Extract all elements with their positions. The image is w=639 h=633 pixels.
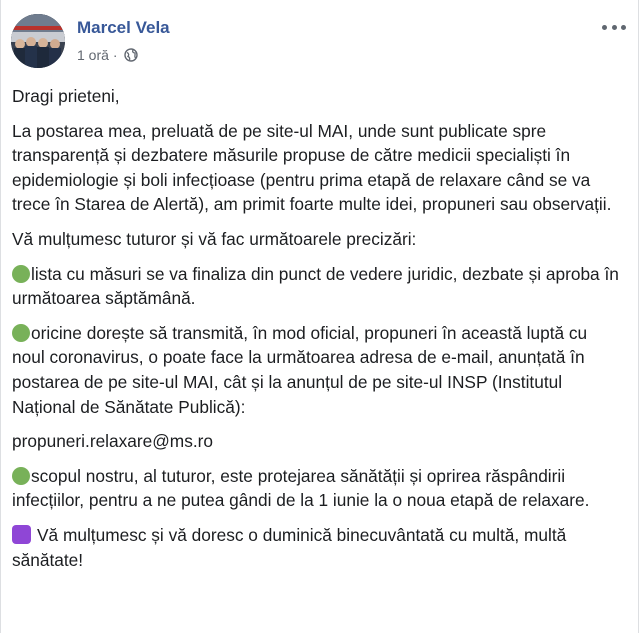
- more-options-icon[interactable]: [602, 20, 626, 34]
- closing-paragraph: [12, 523, 624, 572]
- more-dot: [602, 25, 607, 30]
- green-circle-icon: [12, 324, 30, 342]
- author-avatar[interactable]: [11, 14, 65, 68]
- closing-text: Vă mulțumesc și vă doresc o duminică binecuvântată cu multă, multă sănătate!: [12, 524, 567, 570]
- bullet-paragraph: [12, 262, 624, 311]
- more-dot: [621, 25, 626, 30]
- bullet-text: scopul nostru, al tuturor, este protejarea sănătății și oprirea răspândirii infecțiilor, pentru a ne putea gândi de la 1 iunie la o noua etapă de relaxare.: [12, 465, 590, 511]
- post-timestamp[interactable]: 1 oră: [77, 47, 109, 63]
- post-body: [12, 84, 624, 582]
- purple-square-icon: [12, 525, 31, 544]
- email-paragraph: propuneri.relaxare@ms.ro: [12, 431, 213, 452]
- post-paragraph: La postarea mea, preluată de pe site-ul MAI, unde sunt publicate spre transparență și dezbatere măsurile propuse de către medicii specialiști în epidemiologie și boli infecțioase (pentru prima etapă de relaxare când se va trece în Starea de Alertă), am primit foarte multe idei, propuneri sau observații.: [12, 120, 612, 215]
- globe-icon[interactable]: [124, 48, 138, 62]
- bullet-paragraph: [12, 464, 624, 513]
- bullet-text: oricine dorește să transmită, în mod oficial, propuneri în această luptă cu noul coronavirus, o poate face la următoarea adresa de e-mail, anunțată în postarea de pe site-ul MAI, cât și la anunțul de pe site-ul INSP (Institutul Național de Sănătate Publică):: [12, 322, 588, 417]
- meta-separator: ·: [112, 47, 118, 63]
- green-circle-icon: [12, 265, 30, 283]
- more-dot: [612, 25, 617, 30]
- bullet-text: lista cu măsuri se va finaliza din punct de vedere juridic, dezbate și aproba în următoarea săptămână.: [12, 263, 619, 309]
- post-header: [11, 14, 628, 70]
- green-circle-icon: [12, 467, 30, 485]
- bullet-paragraph: [12, 321, 624, 419]
- post-meta: [77, 47, 138, 63]
- author-name[interactable]: Marcel Vela: [77, 18, 170, 37]
- avatar-image: [11, 14, 65, 68]
- post-paragraph: Dragi prieteni,: [12, 86, 120, 106]
- post-paragraph: Vă mulțumesc tuturor și vă fac următoarele precizări:: [12, 228, 417, 249]
